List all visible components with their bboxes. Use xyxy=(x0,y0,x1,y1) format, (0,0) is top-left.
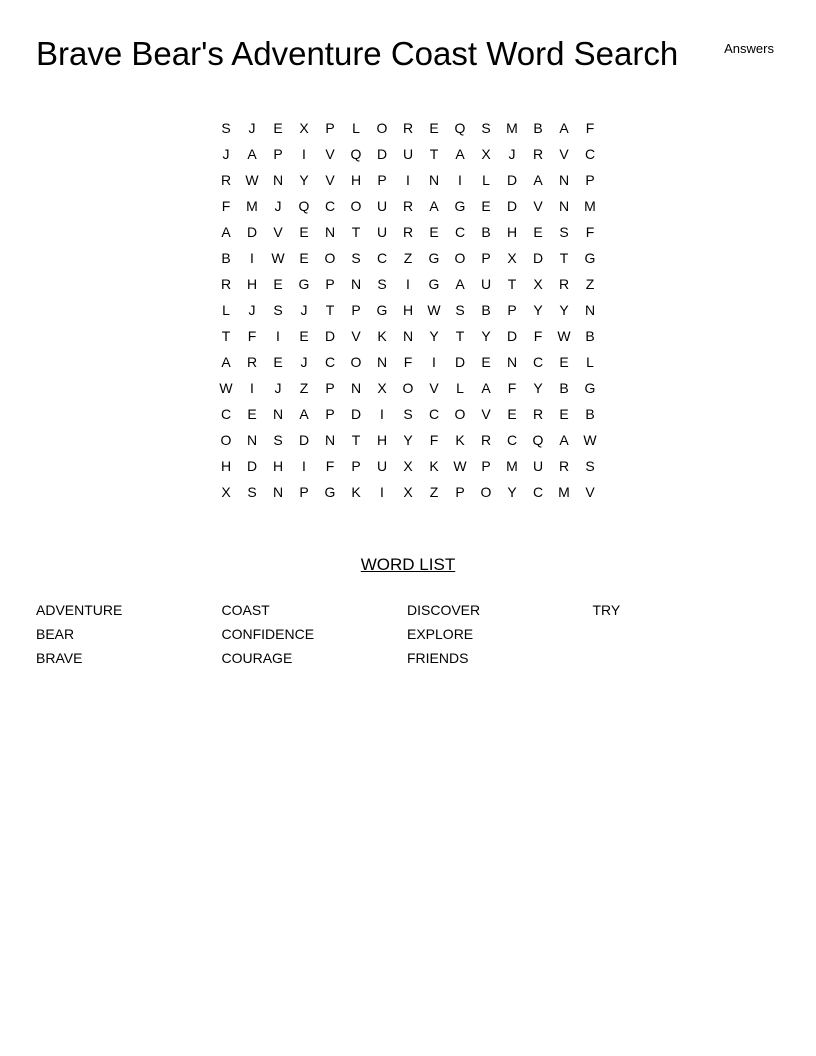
grid-cell: R xyxy=(558,458,570,474)
grid-cell: A xyxy=(559,120,569,136)
grid-cell: E xyxy=(299,250,309,266)
grid-cell: C xyxy=(428,406,440,422)
grid-cell: L xyxy=(222,302,230,318)
grid-row xyxy=(213,219,603,245)
grid-row xyxy=(213,167,603,193)
grid-cell: S xyxy=(455,302,465,318)
grid-cell: V xyxy=(273,224,283,240)
grid-cell: N xyxy=(246,432,258,448)
grid-cell: H xyxy=(246,276,258,292)
grid-cell: H xyxy=(402,302,414,318)
grid-row xyxy=(213,375,603,401)
grid-cell: S xyxy=(273,432,283,448)
grid-cell: Z xyxy=(403,250,413,266)
grid-cell: Z xyxy=(585,276,595,292)
word-list-column xyxy=(222,601,408,673)
word-list-heading-container xyxy=(0,555,816,575)
grid-cell: T xyxy=(351,224,361,240)
grid-cell: K xyxy=(455,432,465,448)
grid-cell: E xyxy=(299,328,309,344)
grid-cell: B xyxy=(221,250,231,266)
grid-cell: U xyxy=(480,276,492,292)
grid-cell: T xyxy=(455,328,465,344)
grid-cell: J xyxy=(508,146,516,162)
grid-cell: R xyxy=(558,276,570,292)
grid-cell: M xyxy=(506,120,518,136)
grid-cell: X xyxy=(221,484,231,500)
grid-cell: V xyxy=(351,328,361,344)
grid-cell: J xyxy=(300,354,308,370)
grid-cell: C xyxy=(220,406,232,422)
grid-row xyxy=(213,141,603,167)
grid-cell: W xyxy=(245,172,259,188)
grid-cell: I xyxy=(250,380,254,396)
grid-cell: L xyxy=(586,354,594,370)
grid-cell: U xyxy=(532,458,544,474)
grid-cell: M xyxy=(246,198,258,214)
grid-cell: M xyxy=(584,198,596,214)
grid-cell: X xyxy=(507,250,517,266)
grid-cell: P xyxy=(481,458,491,474)
grid-cell: B xyxy=(559,380,569,396)
grid-cell: H xyxy=(220,458,232,474)
grid-cell: E xyxy=(429,120,439,136)
grid-cell: A xyxy=(429,198,439,214)
grid-cell: S xyxy=(481,120,491,136)
grid-cell: W xyxy=(557,328,571,344)
grid-cell: G xyxy=(584,380,596,396)
grid-cell: S xyxy=(559,224,569,240)
grid-cell: P xyxy=(325,120,335,136)
grid-cell: L xyxy=(482,172,490,188)
word-list-item: DISCOVER xyxy=(407,602,481,618)
word-list-column xyxy=(407,601,593,673)
grid-cell: N xyxy=(272,172,284,188)
grid-cell: D xyxy=(246,458,258,474)
grid-cell: F xyxy=(533,328,543,344)
page-title: Brave Bear's Adventure Coast Word Search xyxy=(36,35,679,72)
grid-cell: V xyxy=(533,198,543,214)
grid-cell: J xyxy=(274,198,282,214)
letter-grid xyxy=(213,115,603,505)
grid-cell: A xyxy=(221,354,231,370)
grid-cell: F xyxy=(247,328,257,344)
grid-cell: T xyxy=(351,432,361,448)
grid-cell: T xyxy=(559,250,569,266)
grid-cell: T xyxy=(507,276,517,292)
grid-cell: H xyxy=(376,432,388,448)
grid-cell: Y xyxy=(507,484,517,500)
grid-cell: O xyxy=(402,380,414,396)
answers-label: Answers xyxy=(724,41,774,56)
grid-cell: Y xyxy=(299,172,309,188)
grid-cell: D xyxy=(454,354,466,370)
grid-cell: I xyxy=(276,328,280,344)
grid-cell: E xyxy=(481,198,491,214)
grid-cell: G xyxy=(376,302,388,318)
grid-cell: X xyxy=(403,484,413,500)
grid-cell: P xyxy=(325,406,335,422)
grid-cell: N xyxy=(558,198,570,214)
grid-cell: V xyxy=(559,146,569,162)
grid-cell: O xyxy=(220,432,232,448)
grid-cell: C xyxy=(324,354,336,370)
grid-cell: R xyxy=(532,146,544,162)
grid-cell: U xyxy=(376,198,388,214)
grid-row xyxy=(213,297,603,323)
grid-cell: N xyxy=(272,484,284,500)
grid-cell: S xyxy=(585,458,595,474)
grid-cell: T xyxy=(221,328,231,344)
word-list-column xyxy=(593,601,779,673)
grid-cell: L xyxy=(456,380,464,396)
grid-cell: L xyxy=(352,120,360,136)
word-list-item: EXPLORE xyxy=(407,626,474,642)
grid-cell: I xyxy=(302,458,306,474)
grid-cell: R xyxy=(402,198,414,214)
grid-cell: I xyxy=(250,250,254,266)
word-list-item: COURAGE xyxy=(221,650,293,666)
grid-cell: P xyxy=(481,250,491,266)
grid-cell: S xyxy=(351,250,361,266)
grid-cell: H xyxy=(506,224,518,240)
grid-row xyxy=(213,349,603,375)
grid-cell: F xyxy=(585,120,595,136)
grid-row xyxy=(213,427,603,453)
grid-cell: V xyxy=(481,406,491,422)
grid-cell: D xyxy=(350,406,362,422)
grid-cell: I xyxy=(406,172,410,188)
grid-cell: E xyxy=(507,406,517,422)
grid-cell: G xyxy=(428,250,440,266)
grid-cell: Q xyxy=(350,146,362,162)
grid-row xyxy=(213,401,603,427)
grid-cell: R xyxy=(532,406,544,422)
grid-cell: N xyxy=(350,380,362,396)
grid-cell: O xyxy=(480,484,492,500)
grid-cell: B xyxy=(481,302,491,318)
grid-cell: I xyxy=(380,484,384,500)
grid-cell: A xyxy=(533,172,543,188)
word-list-item: FRIENDS xyxy=(407,650,469,666)
grid-cell: W xyxy=(271,250,285,266)
grid-cell: N xyxy=(324,432,336,448)
grid-cell: U xyxy=(376,224,388,240)
grid-cell: C xyxy=(532,484,544,500)
grid-cell: X xyxy=(377,380,387,396)
grid-cell: I xyxy=(380,406,384,422)
grid-cell: D xyxy=(298,432,310,448)
grid-cell: Y xyxy=(481,328,491,344)
grid-cell: P xyxy=(585,172,595,188)
grid-cell: K xyxy=(351,484,361,500)
word-list-item: COAST xyxy=(221,602,270,618)
grid-cell: D xyxy=(324,328,336,344)
grid-cell: D xyxy=(246,224,258,240)
grid-cell: P xyxy=(351,302,361,318)
grid-cell: M xyxy=(558,484,570,500)
grid-cell: X xyxy=(533,276,543,292)
grid-cell: D xyxy=(506,172,518,188)
grid-row xyxy=(213,193,603,219)
grid-cell: S xyxy=(273,302,283,318)
grid-cell: J xyxy=(248,302,256,318)
grid-cell: F xyxy=(585,224,595,240)
grid-cell: I xyxy=(406,276,410,292)
grid-row xyxy=(213,245,603,271)
grid-cell: G xyxy=(584,250,596,266)
grid-cell: E xyxy=(481,354,491,370)
grid-cell: D xyxy=(506,198,518,214)
grid-cell: R xyxy=(220,172,232,188)
grid-cell: N xyxy=(428,172,440,188)
grid-cell: C xyxy=(376,250,388,266)
word-list-item: BRAVE xyxy=(36,650,83,666)
grid-cell: B xyxy=(585,406,595,422)
grid-cell: T xyxy=(325,302,335,318)
grid-cell: C xyxy=(584,146,596,162)
grid-cell: T xyxy=(429,146,439,162)
grid-cell: V xyxy=(325,146,335,162)
grid-cell: A xyxy=(299,406,309,422)
grid-cell: P xyxy=(273,146,283,162)
grid-cell: A xyxy=(247,146,257,162)
grid-cell: D xyxy=(532,250,544,266)
grid-cell: B xyxy=(585,328,595,344)
grid-cell: X xyxy=(299,120,309,136)
grid-cell: R xyxy=(220,276,232,292)
grid-cell: R xyxy=(402,120,414,136)
grid-cell: E xyxy=(273,120,283,136)
grid-cell: A xyxy=(481,380,491,396)
grid-cell: E xyxy=(247,406,257,422)
grid-cell: Q xyxy=(298,198,310,214)
grid-cell: F xyxy=(429,432,439,448)
word-list-item: CONFIDENCE xyxy=(221,626,315,642)
grid-cell: J xyxy=(222,146,230,162)
grid-cell: U xyxy=(376,458,388,474)
grid-cell: Z xyxy=(299,380,309,396)
grid-cell: P xyxy=(299,484,309,500)
grid-cell: I xyxy=(432,354,436,370)
grid-cell: F xyxy=(403,354,413,370)
grid-cell: V xyxy=(585,484,595,500)
grid-row xyxy=(213,115,603,141)
grid-cell: Y xyxy=(559,302,569,318)
grid-cell: E xyxy=(559,406,569,422)
grid-cell: O xyxy=(324,250,336,266)
grid-cell: E xyxy=(559,354,569,370)
grid-cell: V xyxy=(325,172,335,188)
grid-cell: N xyxy=(272,406,284,422)
grid-cell: D xyxy=(376,146,388,162)
grid-cell: N xyxy=(376,354,388,370)
grid-cell: G xyxy=(454,198,466,214)
grid-cell: F xyxy=(325,458,335,474)
grid-cell: P xyxy=(325,380,335,396)
grid-cell: P xyxy=(455,484,465,500)
grid-cell: Q xyxy=(532,432,544,448)
grid-cell: C xyxy=(454,224,466,240)
grid-cell: Y xyxy=(533,302,543,318)
word-list-column xyxy=(36,601,222,673)
grid-cell: Y xyxy=(429,328,439,344)
grid-cell: Q xyxy=(454,120,466,136)
grid-cell: J xyxy=(248,120,256,136)
grid-cell: W xyxy=(583,432,597,448)
grid-cell: H xyxy=(272,458,284,474)
grid-cell: G xyxy=(298,276,310,292)
grid-cell: B xyxy=(481,224,491,240)
grid-cell: R xyxy=(480,432,492,448)
grid-cell: U xyxy=(402,146,414,162)
grid-cell: S xyxy=(247,484,257,500)
word-list-heading: WORD LIST xyxy=(360,555,456,574)
grid-cell: N xyxy=(558,172,570,188)
grid-cell: O xyxy=(350,354,362,370)
grid-row xyxy=(213,323,603,349)
grid-cell: E xyxy=(299,224,309,240)
grid-cell: V xyxy=(429,380,439,396)
grid-cell: P xyxy=(351,458,361,474)
grid-cell: N xyxy=(584,302,596,318)
grid-cell: W xyxy=(219,380,233,396)
grid-cell: A xyxy=(221,224,231,240)
grid-cell: E xyxy=(429,224,439,240)
grid-cell: H xyxy=(350,172,362,188)
grid-cell: X xyxy=(481,146,491,162)
grid-cell: D xyxy=(506,328,518,344)
grid-cell: G xyxy=(324,484,336,500)
grid-cell: B xyxy=(533,120,543,136)
word-list xyxy=(36,601,780,673)
grid-row xyxy=(213,453,603,479)
grid-cell: O xyxy=(350,198,362,214)
grid-cell: A xyxy=(455,146,465,162)
grid-row xyxy=(213,479,603,505)
grid-cell: S xyxy=(377,276,387,292)
word-list-item: BEAR xyxy=(36,626,75,642)
grid-cell: J xyxy=(300,302,308,318)
grid-cell: K xyxy=(377,328,387,344)
grid-cell: N xyxy=(324,224,336,240)
grid-cell: P xyxy=(325,276,335,292)
grid-cell: R xyxy=(246,354,258,370)
grid-cell: O xyxy=(454,406,466,422)
word-list-item: ADVENTURE xyxy=(36,602,123,618)
grid-cell: C xyxy=(532,354,544,370)
grid-cell: X xyxy=(403,458,413,474)
grid-cell: C xyxy=(324,198,336,214)
grid-cell: F xyxy=(221,198,231,214)
grid-cell: R xyxy=(402,224,414,240)
grid-cell: M xyxy=(506,458,518,474)
grid-cell: Y xyxy=(403,432,413,448)
grid-cell: E xyxy=(273,276,283,292)
grid-cell: N xyxy=(350,276,362,292)
grid-cell: P xyxy=(377,172,387,188)
grid-cell: A xyxy=(559,432,569,448)
grid-cell: F xyxy=(507,380,517,396)
grid-cell: Y xyxy=(533,380,543,396)
grid-cell: Z xyxy=(429,484,439,500)
grid-cell: N xyxy=(506,354,518,370)
grid-cell: S xyxy=(221,120,231,136)
grid-cell: W xyxy=(427,302,441,318)
grid-cell: G xyxy=(428,276,440,292)
grid-cell: A xyxy=(455,276,465,292)
grid-cell: O xyxy=(454,250,466,266)
grid-cell: J xyxy=(274,380,282,396)
grid-row xyxy=(213,271,603,297)
word-list-item: TRY xyxy=(592,602,621,618)
grid-cell: E xyxy=(533,224,543,240)
grid-cell: C xyxy=(506,432,518,448)
grid-cell: O xyxy=(376,120,388,136)
grid-cell: N xyxy=(402,328,414,344)
grid-cell: S xyxy=(403,406,413,422)
grid-cell: W xyxy=(453,458,467,474)
grid-cell: I xyxy=(302,146,306,162)
grid-cell: I xyxy=(458,172,462,188)
grid-cell: P xyxy=(507,302,517,318)
grid-cell: E xyxy=(273,354,283,370)
grid-cell: K xyxy=(429,458,439,474)
